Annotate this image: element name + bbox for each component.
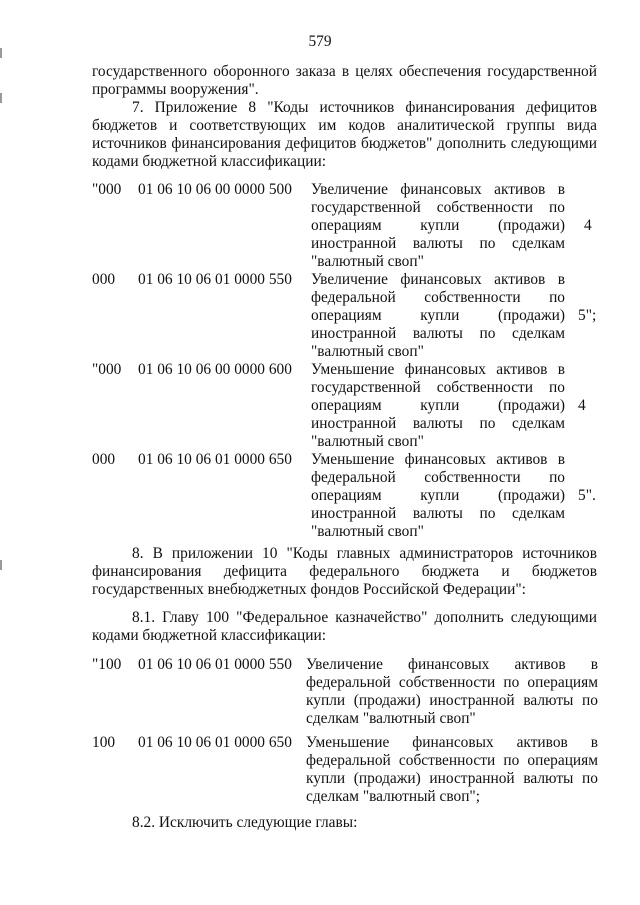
description-line: "валютный своп" — [311, 253, 424, 270]
description-line: Увеличение финансовых активов в — [311, 181, 565, 198]
description-line: федеральной собственности по операциям — [306, 674, 598, 691]
paragraph-7-line: кодами бюджетной классификации: — [92, 153, 326, 170]
description-line: государственной собственности по — [311, 199, 565, 216]
row-suffix: 5". — [578, 487, 596, 504]
paragraph-8-line: финансирования дефицита федерального бюджета и бюджетов — [92, 563, 597, 580]
description-line: "валютный своп" — [311, 433, 424, 450]
description-line: иностранной валюты по сделкам — [311, 415, 565, 432]
scan-mark — [0, 93, 2, 103]
admin-code: "000 — [92, 361, 122, 378]
paragraph-7-line: источников финансирования дефицитов бюджетов" дополнить следующими — [92, 135, 597, 152]
description-line: купли (продажи) иностранной валюты по — [306, 692, 598, 709]
row-suffix: 5"; — [578, 307, 597, 324]
source-code: 01 06 10 06 00 0000 500 — [138, 181, 292, 198]
paragraph-8-1-line: кодами бюджетной классификации: — [92, 627, 326, 644]
description-line: федеральной собственности по — [311, 289, 565, 306]
description-line: Уменьшение финансовых активов в — [311, 451, 565, 468]
description-line: иностранной валюты по сделкам — [311, 505, 565, 522]
admin-code: 000 — [92, 451, 116, 468]
source-code: 01 06 10 06 01 0000 550 — [138, 656, 292, 673]
description-line: сделкам "валютный своп"; — [306, 788, 480, 805]
description-line: иностранной валюты по сделкам — [311, 325, 565, 342]
paragraph-7-line: бюджетов и соответствующих им кодов аналитической группы вида — [92, 117, 597, 134]
row-suffix: 4 — [584, 217, 592, 234]
admin-code: 100 — [92, 734, 116, 751]
description-line: операциям купли (продажи) — [311, 487, 565, 504]
description-line: Увеличение финансовых активов в — [306, 656, 598, 673]
paragraph-7-line: 7. Приложение 8 "Коды источников финансирования дефицитов — [132, 99, 597, 116]
source-code: 01 06 10 06 01 0000 650 — [138, 451, 292, 468]
paragraph-8-line: государственных внебюджетных фондов Российской Федерации": — [92, 581, 526, 598]
description-line: сделкам "валютный своп" — [306, 710, 476, 727]
paragraph-8-1-line: 8.1. Главу 100 "Федеральное казначейство" дополнить следующими — [132, 609, 597, 626]
description-line: "валютный своп" — [311, 523, 424, 540]
description-line: Уменьшение финансовых активов в — [306, 734, 598, 751]
description-line: операциям купли (продажи) — [311, 397, 565, 414]
description-line: Уменьшение финансовых активов в — [311, 361, 565, 378]
description-line: федеральной собственности по — [311, 469, 565, 486]
paragraph-continuation-line: программы вооружения". — [92, 81, 259, 98]
scan-mark — [0, 560, 2, 570]
paragraph-8-line: 8. В приложении 10 "Коды главных администраторов источников — [132, 545, 597, 562]
description-line: государственной собственности по — [311, 379, 565, 396]
admin-code: "000 — [92, 181, 122, 198]
description-line: купли (продажи) иностранной валюты по — [306, 770, 598, 787]
description-line: иностранной валюты по сделкам — [311, 235, 565, 252]
description-line: Увеличение финансовых активов в — [311, 271, 565, 288]
paragraph-8-2: 8.2. Исключить следующие главы: — [132, 814, 358, 831]
row-suffix: 4 — [578, 397, 586, 414]
description-line: федеральной собственности по операциям — [306, 752, 598, 769]
description-line: операциям купли (продажи) — [311, 307, 565, 324]
description-line: операциям купли (продажи) — [311, 217, 565, 234]
source-code: 01 06 10 06 01 0000 550 — [138, 271, 292, 288]
admin-code: 000 — [92, 271, 116, 288]
paragraph-continuation-line: государственного оборонного заказа в целях обеспечения государственной — [92, 63, 597, 80]
page-number: 579 — [308, 33, 332, 50]
admin-code: "100 — [92, 656, 122, 673]
description-line: "валютный своп" — [311, 343, 424, 360]
source-code: 01 06 10 06 01 0000 650 — [138, 734, 292, 751]
source-code: 01 06 10 06 00 0000 600 — [138, 361, 292, 378]
